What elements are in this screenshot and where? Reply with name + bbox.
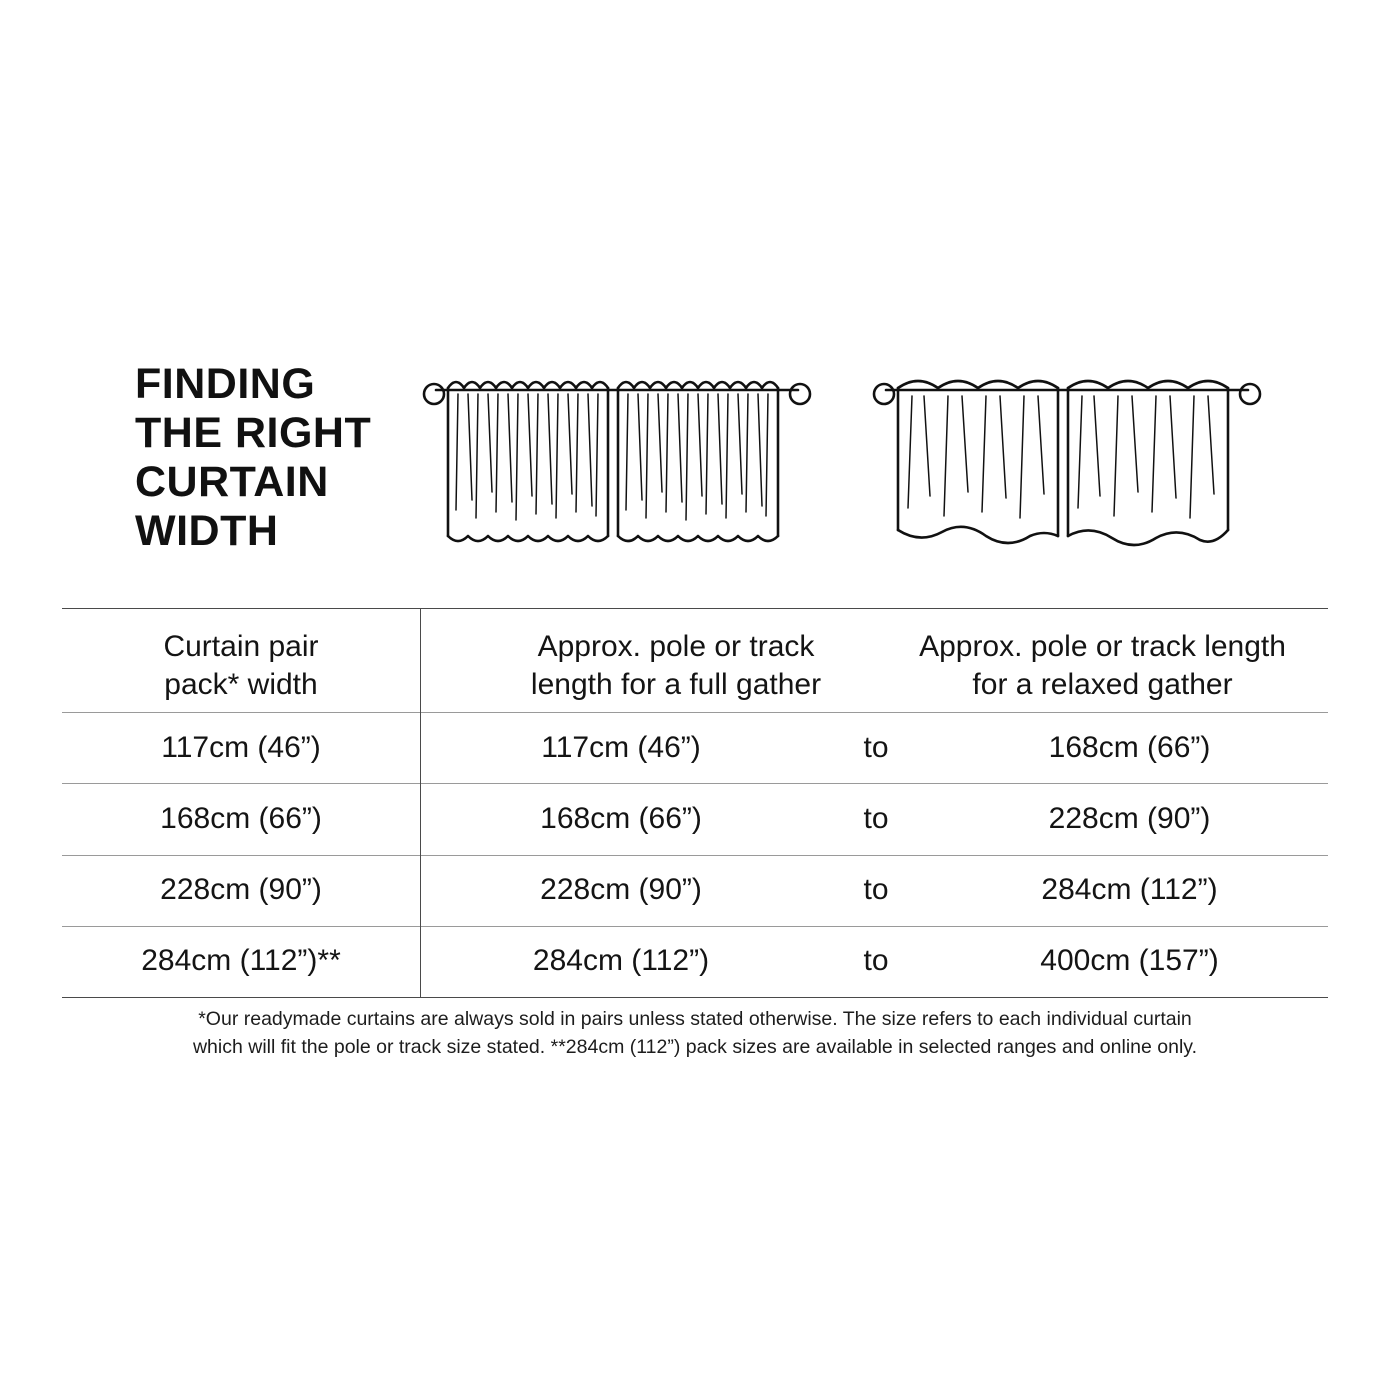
page-title-line-3: CURTAIN <box>135 458 329 507</box>
footnote-line-1: *Our readymade curtains are always sold in pairs unless stated otherwise. The size refers to each individual curtain <box>198 1008 1192 1030</box>
table-row-4-connector: to <box>863 944 889 977</box>
footnote-line-2: which will fit the pole or track size stated. **284cm (112”) pack sizes are available in selected ranges and online only. <box>192 1036 1198 1059</box>
table-rule-bottom <box>62 997 1328 998</box>
page-title-line-1: FINDING <box>135 360 316 408</box>
table-row-2-connector: to <box>863 802 889 835</box>
table-row-4-pack-width: 284cm (112”)** <box>141 944 341 977</box>
table-row-1-relaxed-gather: 168cm (66”) <box>1048 731 1211 764</box>
page-title-line-4: WIDTH <box>135 507 279 556</box>
table-header-pack-width-line-1: Curtain pair <box>163 630 319 663</box>
table-rule-3 <box>62 926 1328 927</box>
illustration-group <box>392 360 1327 570</box>
table-header-full-gather <box>421 628 931 703</box>
table-row-1-pack-width: 117cm (46”) <box>161 731 321 764</box>
table-header-relaxed-gather <box>875 628 1330 703</box>
table-row-2-full-gather: 168cm (66”) <box>540 802 702 835</box>
page-title <box>62 360 392 556</box>
table-header-relaxed-gather-line-2: for a relaxed gather <box>972 667 1233 701</box>
table-header-full-gather-line-1: Approx. pole or track <box>537 630 815 663</box>
table-header-pack-width <box>62 628 420 703</box>
table-rule-top <box>62 608 1328 609</box>
table-row-1-full-gather: 117cm (46”) <box>541 731 701 764</box>
table-row-2-relaxed-gather: 228cm (90”) <box>1048 802 1211 835</box>
table-row-1-connector: to <box>863 731 889 764</box>
table-rule-1 <box>62 783 1328 784</box>
table-row-4-relaxed-gather: 400cm (157”) <box>1040 944 1219 977</box>
relaxed-gather-curtain-illustration <box>872 360 1262 570</box>
table-row-3-full-gather: 228cm (90”) <box>540 873 702 906</box>
table-rule-header <box>62 712 1328 713</box>
table-row-4-full-gather: 284cm (112”) <box>532 944 710 977</box>
table-row-3-relaxed-gather: 284cm (112”) <box>1041 873 1218 906</box>
table-header-full-gather-line-2: length for a full gather <box>530 667 822 701</box>
header <box>62 360 1327 610</box>
table-row-2-pack-width: 168cm (66”) <box>160 802 322 835</box>
table-row-3-pack-width: 228cm (90”) <box>160 873 322 906</box>
full-gather-curtain-illustration <box>422 360 812 570</box>
footnote <box>150 1005 1240 1062</box>
table-header-pack-width-line-2: pack* width <box>164 667 318 701</box>
table-rule-2 <box>62 855 1328 856</box>
page-title-line-2: THE RIGHT <box>135 409 372 458</box>
table-header-relaxed-gather-line-1: Approx. pole or track length <box>919 630 1286 663</box>
table-row-3-connector: to <box>863 873 889 906</box>
